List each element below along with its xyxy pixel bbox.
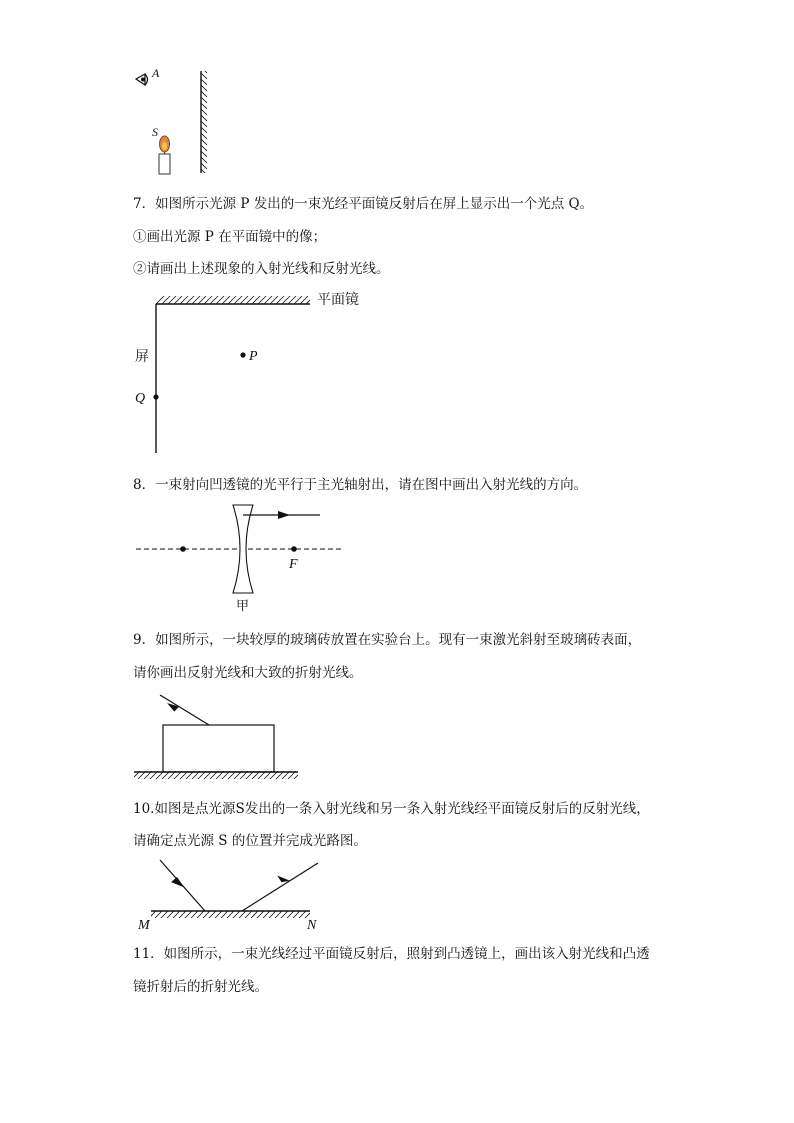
q9-line-2: 请你画出反射光线和大致的折射光线。 bbox=[133, 665, 363, 681]
label-p: P bbox=[249, 349, 258, 364]
arrowhead bbox=[171, 877, 184, 887]
incident-ray bbox=[160, 695, 209, 725]
arrowhead bbox=[278, 511, 290, 519]
label-n: N bbox=[307, 918, 317, 933]
point-q bbox=[153, 394, 158, 399]
figure-q9 bbox=[130, 684, 305, 784]
q7-item-2: ②请画出上述现象的入射光线和反射光线。 bbox=[133, 261, 390, 277]
figure-q7 bbox=[125, 285, 385, 460]
reflected-ray bbox=[242, 863, 318, 911]
q7-item-1: ①画出光源 P 在平面镜中的像； bbox=[133, 229, 327, 245]
q10-line-2: 请确定点光源 S 的位置并完成光路图。 bbox=[133, 833, 367, 849]
q11-line-2: 镜折射后的折射光线。 bbox=[133, 979, 268, 995]
screen-label: 屏 bbox=[135, 350, 149, 365]
plane-mirror-top bbox=[156, 296, 314, 304]
plane-mirror bbox=[201, 67, 207, 175]
q10-line-1: 10.如图是点光源S发出的一条入射光线和另一条入射光线经平面镜反射后的反射光线， bbox=[133, 801, 650, 817]
eye-icon bbox=[136, 74, 148, 85]
label-q: Q bbox=[135, 391, 146, 406]
mirror-label: 平面镜 bbox=[317, 293, 359, 308]
lens-label: 甲 bbox=[236, 598, 250, 613]
label-a: A bbox=[152, 66, 160, 80]
q11-line-1: 11．如图所示，一束光线经过平面镜反射后，照射到凸透镜上，画出该入射光线和凸透 bbox=[133, 946, 650, 962]
figure-q8 bbox=[130, 500, 355, 615]
focus-right bbox=[291, 546, 297, 552]
figure-q6 bbox=[128, 64, 228, 179]
label-f: F bbox=[289, 557, 298, 572]
lab-table bbox=[132, 771, 302, 779]
q9-line-1: 9．如图所示，一块较厚的玻璃砖放置在实验台上。现有一束激光斜射至玻璃砖表面， bbox=[133, 632, 642, 648]
q7-stem: 7．如图所示光源 P 发出的一束光经平面镜反射后在屏上显示出一个光点 Q。 bbox=[133, 196, 594, 212]
candle-icon bbox=[159, 136, 170, 174]
figure-q10 bbox=[130, 853, 330, 935]
label-m: M bbox=[138, 918, 150, 933]
point-p bbox=[240, 352, 245, 357]
q8-stem: 8．一束射向凹透镜的光平行于主光轴射出，请在图中画出入射光线的方向。 bbox=[133, 477, 588, 493]
focus-left bbox=[180, 546, 186, 552]
plane-mirror-mn bbox=[149, 911, 312, 918]
label-s: S bbox=[152, 125, 158, 139]
glass-brick bbox=[163, 725, 274, 772]
arrowhead bbox=[167, 703, 179, 712]
